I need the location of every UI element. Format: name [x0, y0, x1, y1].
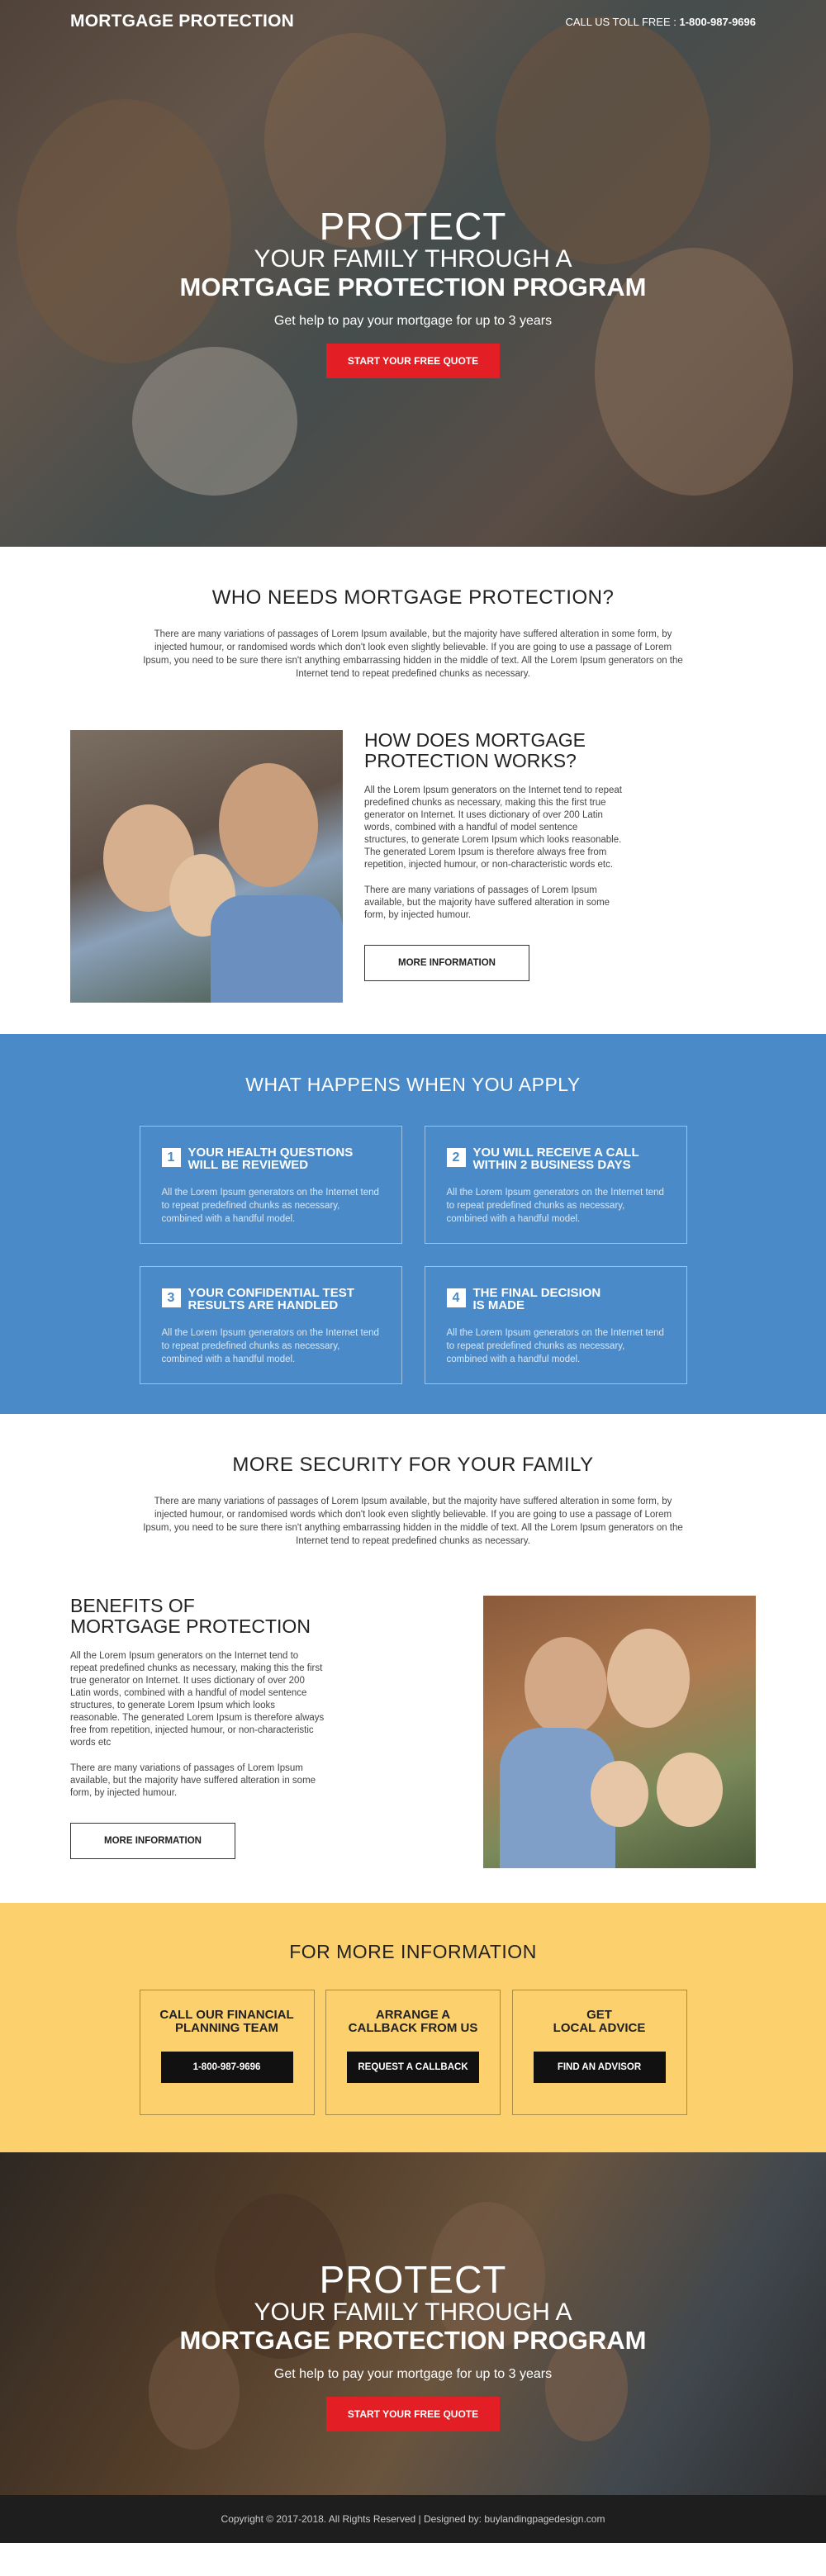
how-works-paragraph-1: All the Lorem Ipsum generators on the Internet tend to repeat predefined chunks as necessary, making this the first true generator on Internet. It uses dictionary of over 200 Latin words, combined with a handful of model sentence structures, to generate Lorem Ipsum which looks reasonable. The generated Lorem Ipsum is therefore always free from repetition, injected humour, or non-characteristic words etc. [364, 785, 622, 870]
info-box-title [513, 2009, 686, 2035]
family-photo-2 [483, 1596, 756, 1868]
more-security-section [0, 1414, 826, 1903]
steps-grid [140, 1126, 687, 1384]
info-box-title-line2: LOCAL ADVICE [553, 2021, 646, 2035]
step-title [473, 1287, 601, 1312]
step-card [425, 1126, 687, 1244]
family-photo-father [219, 763, 318, 887]
call-phone-button[interactable]: 1-800-987-9696 [161, 2052, 293, 2083]
step-card [140, 1266, 402, 1384]
info-box-title-line2: CALLBACK FROM US [348, 2021, 478, 2035]
benefits-line2: MORTGAGE PROTECTION [70, 1615, 311, 1637]
step-text: All the Lorem Ipsum generators on the Internet tend to repeat predefined chunks as necessary, combined with a handful model. [161, 1328, 379, 1364]
family-photo-2-child [591, 1761, 648, 1827]
hero-title-line2: YOUR FAMILY THROUGH A [254, 245, 572, 273]
info-box-advice [512, 1990, 687, 2115]
step-title [473, 1146, 639, 1171]
family-photo [70, 730, 343, 1003]
info-boxes [140, 1990, 687, 2115]
benefits-heading [70, 1596, 326, 1637]
header-phone[interactable] [565, 16, 756, 28]
logo[interactable]: MORTGAGE PROTECTION [70, 12, 294, 31]
family-photo-2-father [525, 1637, 607, 1736]
step-title [188, 1146, 354, 1171]
step-number: 1 [162, 1148, 181, 1167]
hero-text [0, 206, 826, 378]
step-title-line1: THE FINAL DECISION [472, 1286, 601, 1300]
info-box-callback [325, 1990, 501, 2115]
bottom-hero-title-line2: YOUR FAMILY THROUGH A [254, 2298, 572, 2326]
info-box-call [140, 1990, 315, 2115]
bottom-hero-section [0, 2152, 826, 2495]
info-box-title-line1: ARRANGE A [375, 2008, 451, 2022]
bottom-hero-title-line1: PROTECT [319, 2258, 507, 2301]
header-phone-prefix: CALL US TOLL FREE : [565, 15, 676, 28]
more-information-button-2[interactable]: MORE INFORMATION [70, 1823, 235, 1859]
step-title-line2: WITHIN 2 BUSINESS DAYS [472, 1158, 631, 1172]
steps-title: WHAT HAPPENS WHEN YOU APPLY [245, 1074, 581, 1095]
step-text: All the Lorem Ipsum generators on the Internet tend to repeat predefined chunks as necessary, combined with a handful model. [446, 1328, 664, 1364]
who-title: WHO NEEDS MORTGAGE PROTECTION? [211, 586, 615, 609]
who-needs-section [0, 547, 826, 1034]
step-title-line2: IS MADE [472, 1298, 525, 1312]
step-number: 3 [162, 1288, 181, 1307]
step-number: 2 [447, 1148, 466, 1167]
how-works-paragraph-2: There are many variations of passages of Lorem Ipsum available, but the majority have suffered alteration in some form, by injected humour. [364, 885, 610, 920]
step-number: 4 [447, 1288, 466, 1307]
step-title-line1: YOUR HEALTH QUESTIONS [188, 1146, 354, 1160]
benefits-paragraph-1: All the Lorem Ipsum generators on the Internet tend to repeat predefined chunks as necessary, making this the first true generator on Internet. It uses dictionary of over 200 Latin words, combined with a handful of model sentence structures, to generate Lorem Ipsum which looks reasonable. The generated Lorem Ipsum is therefore always free from repetition, injected humour, or non-characteristic words etc [70, 1651, 325, 1748]
info-box-title [326, 2009, 500, 2035]
find-advisor-button[interactable]: FIND AN ADVISOR [534, 2052, 666, 2083]
how-works-heading [364, 730, 624, 771]
step-title-line2: WILL BE REVIEWED [188, 1158, 309, 1172]
benefits-paragraph-2: There are many variations of passages of Lorem Ipsum available, but the majority have suffered alteration in some form, by injected humour. [70, 1763, 316, 1798]
bottom-hero-cta-button[interactable]: START YOUR FREE QUOTE [326, 2397, 500, 2431]
step-title-line1: YOUR CONFIDENTIAL TEST [188, 1286, 354, 1300]
bottom-hero-subtitle: Get help to pay your mortgage for up to 3 years [273, 2367, 553, 2381]
more-info-section [0, 1903, 826, 2152]
hero-title-line1: PROTECT [319, 205, 507, 248]
benefits-line1: BENEFITS OF [70, 1595, 195, 1616]
more-information-button[interactable]: MORE INFORMATION [364, 945, 529, 981]
request-callback-button[interactable]: REQUEST A CALLBACK [347, 2052, 479, 2083]
info-title: FOR MORE INFORMATION [289, 1941, 537, 1962]
step-card [425, 1266, 687, 1384]
info-box-title [140, 2009, 314, 2035]
more-paragraph: There are many variations of passages of Lorem Ipsum available, but the majority have suffered alteration in some form, by injected humour, or randomised words which don't look even slightly believable. If you are going to use a passage of Lorem Ipsum, you need to be sure there isn't anything embarrassing hidden in the middle of text. All the Lorem Ipsum generators on the Internet tend to repeat predefined chunks as necessary. [143, 1497, 683, 1546]
step-title-line1: YOU WILL RECEIVE A CALL [472, 1146, 639, 1160]
bottom-hero-text [0, 2260, 826, 2431]
step-title [188, 1287, 354, 1312]
footer [0, 2495, 826, 2543]
step-text: All the Lorem Ipsum generators on the Internet tend to repeat predefined chunks as necessary, combined with a handful model. [161, 1188, 379, 1224]
family-photo-2-child [657, 1753, 723, 1827]
info-box-title-line1: GET [586, 2008, 612, 2022]
family-photo-2-mother [607, 1629, 690, 1728]
info-box-title-line1: CALL OUR FINANCIAL [159, 2008, 294, 2022]
more-title: MORE SECURITY FOR YOUR FAMILY [232, 1454, 594, 1476]
hero-title-line3: MORTGAGE PROTECTION PROGRAM [179, 273, 647, 301]
footer-text: Copyright © 2017-2018. All Rights Reserved | Designed by: buylandingpagedesign.com [221, 2513, 605, 2525]
step-text: All the Lorem Ipsum generators on the Internet tend to repeat predefined chunks as necessary, combined with a handful model. [446, 1188, 664, 1224]
info-box-title-line2: PLANNING TEAM [175, 2021, 278, 2035]
who-paragraph: There are many variations of passages of Lorem Ipsum available, but the majority have suffered alteration in some form, by injected humour, or randomised words which don't look even slightly believable. If you are going to use a passage of Lorem Ipsum, you need to be sure there isn't anything embarrassing hidden in the middle of text. All the Lorem Ipsum generators on the Internet tend to repeat predefined chunks as necessary. [143, 629, 683, 679]
step-title-line2: RESULTS ARE HANDLED [188, 1298, 339, 1312]
step-card [140, 1126, 402, 1244]
hero-subtitle: Get help to pay your mortgage for up to 3 years [273, 314, 553, 328]
family-photo-shirt [211, 895, 343, 1003]
bottom-hero-title-line3: MORTGAGE PROTECTION PROGRAM [179, 2326, 647, 2355]
hero-cta-button[interactable]: START YOUR FREE QUOTE [326, 344, 500, 378]
how-works-line1: HOW DOES MORTGAGE [364, 729, 586, 751]
steps-section [0, 1034, 826, 1414]
top-bar [0, 12, 826, 31]
hero-section [0, 0, 826, 547]
how-works-line2: PROTECTION WORKS? [364, 750, 577, 771]
header-phone-number: 1-800-987-9696 [679, 15, 756, 28]
